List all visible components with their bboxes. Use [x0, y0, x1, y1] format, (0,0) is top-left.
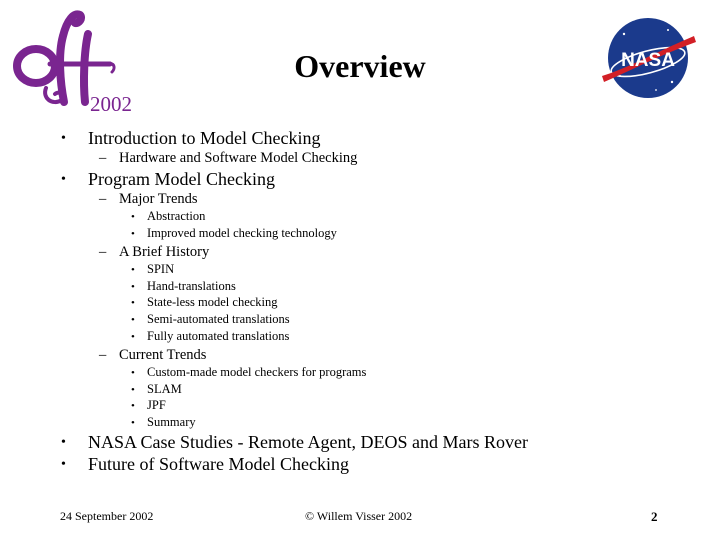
- bullet-icon: •: [61, 172, 66, 187]
- outline-item: [131, 382, 182, 397]
- page-number: 2: [651, 509, 658, 524]
- outline-item: [61, 454, 349, 475]
- outline-item: [99, 150, 358, 167]
- outline-text: SPIN: [147, 262, 175, 276]
- outline-item: [131, 329, 290, 344]
- outline-text: Future of Software Model Checking: [88, 454, 349, 474]
- outline-item: [131, 398, 166, 413]
- bullet-icon: •: [131, 367, 135, 379]
- bullet-icon: •: [131, 228, 135, 240]
- bullet-icon: •: [131, 417, 135, 429]
- outline-item: [131, 312, 290, 327]
- outline-text: A Brief History: [119, 244, 210, 260]
- dash-icon: –: [99, 191, 107, 207]
- nasa-text: NASA: [621, 50, 675, 71]
- outline-text: Hardware and Software Model Checking: [119, 150, 358, 166]
- bullet-icon: •: [61, 131, 66, 146]
- logo-year: 2002: [90, 92, 132, 116]
- outline-text: Hand-translations: [147, 279, 236, 293]
- bullet-icon: •: [131, 297, 135, 309]
- bullet-icon: •: [131, 264, 135, 276]
- outline-item: [99, 244, 210, 261]
- dash-icon: –: [99, 150, 107, 166]
- bullet-icon: •: [61, 457, 66, 472]
- outline-text: Abstraction: [147, 209, 206, 223]
- outline-text: SLAM: [147, 382, 182, 396]
- dash-icon: –: [99, 244, 107, 260]
- outline-item: [99, 347, 207, 364]
- outline-item: [131, 262, 175, 277]
- bullet-icon: •: [131, 314, 135, 326]
- bullet-icon: •: [61, 435, 66, 450]
- footer-date: 24 September 2002: [60, 509, 154, 523]
- slide-title: Overview: [294, 48, 426, 84]
- outline-text: Introduction to Model Checking: [88, 128, 321, 148]
- outline-item: [99, 191, 198, 208]
- outline-text: JPF: [147, 398, 166, 412]
- outline-item: [131, 279, 236, 294]
- footer-copyright: © Willem Visser 2002: [305, 509, 413, 523]
- outline-text: Fully automated translations: [147, 329, 290, 343]
- outline-text: Program Model Checking: [88, 169, 275, 189]
- outline-item: [131, 415, 196, 430]
- bullet-icon: •: [131, 384, 135, 396]
- outline-text: Custom-made model checkers for programs: [147, 365, 367, 379]
- dash-icon: –: [99, 347, 107, 363]
- bullet-icon: •: [131, 211, 135, 223]
- outline-item: [131, 226, 337, 241]
- outline-item: [61, 128, 321, 149]
- outline-text: Summary: [147, 415, 196, 429]
- outline-item: [131, 365, 367, 380]
- outline-item: [61, 169, 275, 190]
- outline-text: Improved model checking technology: [147, 226, 337, 240]
- outline-text: Major Trends: [119, 191, 198, 207]
- outline-text: NASA Case Studies - Remote Agent, DEOS and Mars Rover: [88, 432, 528, 452]
- bullet-icon: •: [131, 331, 135, 343]
- outline-text: State-less model checking: [147, 295, 278, 309]
- outline-item: [131, 209, 206, 224]
- outline-item: [131, 295, 278, 310]
- outline-text: Current Trends: [119, 347, 207, 363]
- outline-item: [61, 432, 528, 453]
- bullet-icon: •: [131, 281, 135, 293]
- bullet-icon: •: [131, 400, 135, 412]
- outline-text: Semi-automated translations: [147, 312, 290, 326]
